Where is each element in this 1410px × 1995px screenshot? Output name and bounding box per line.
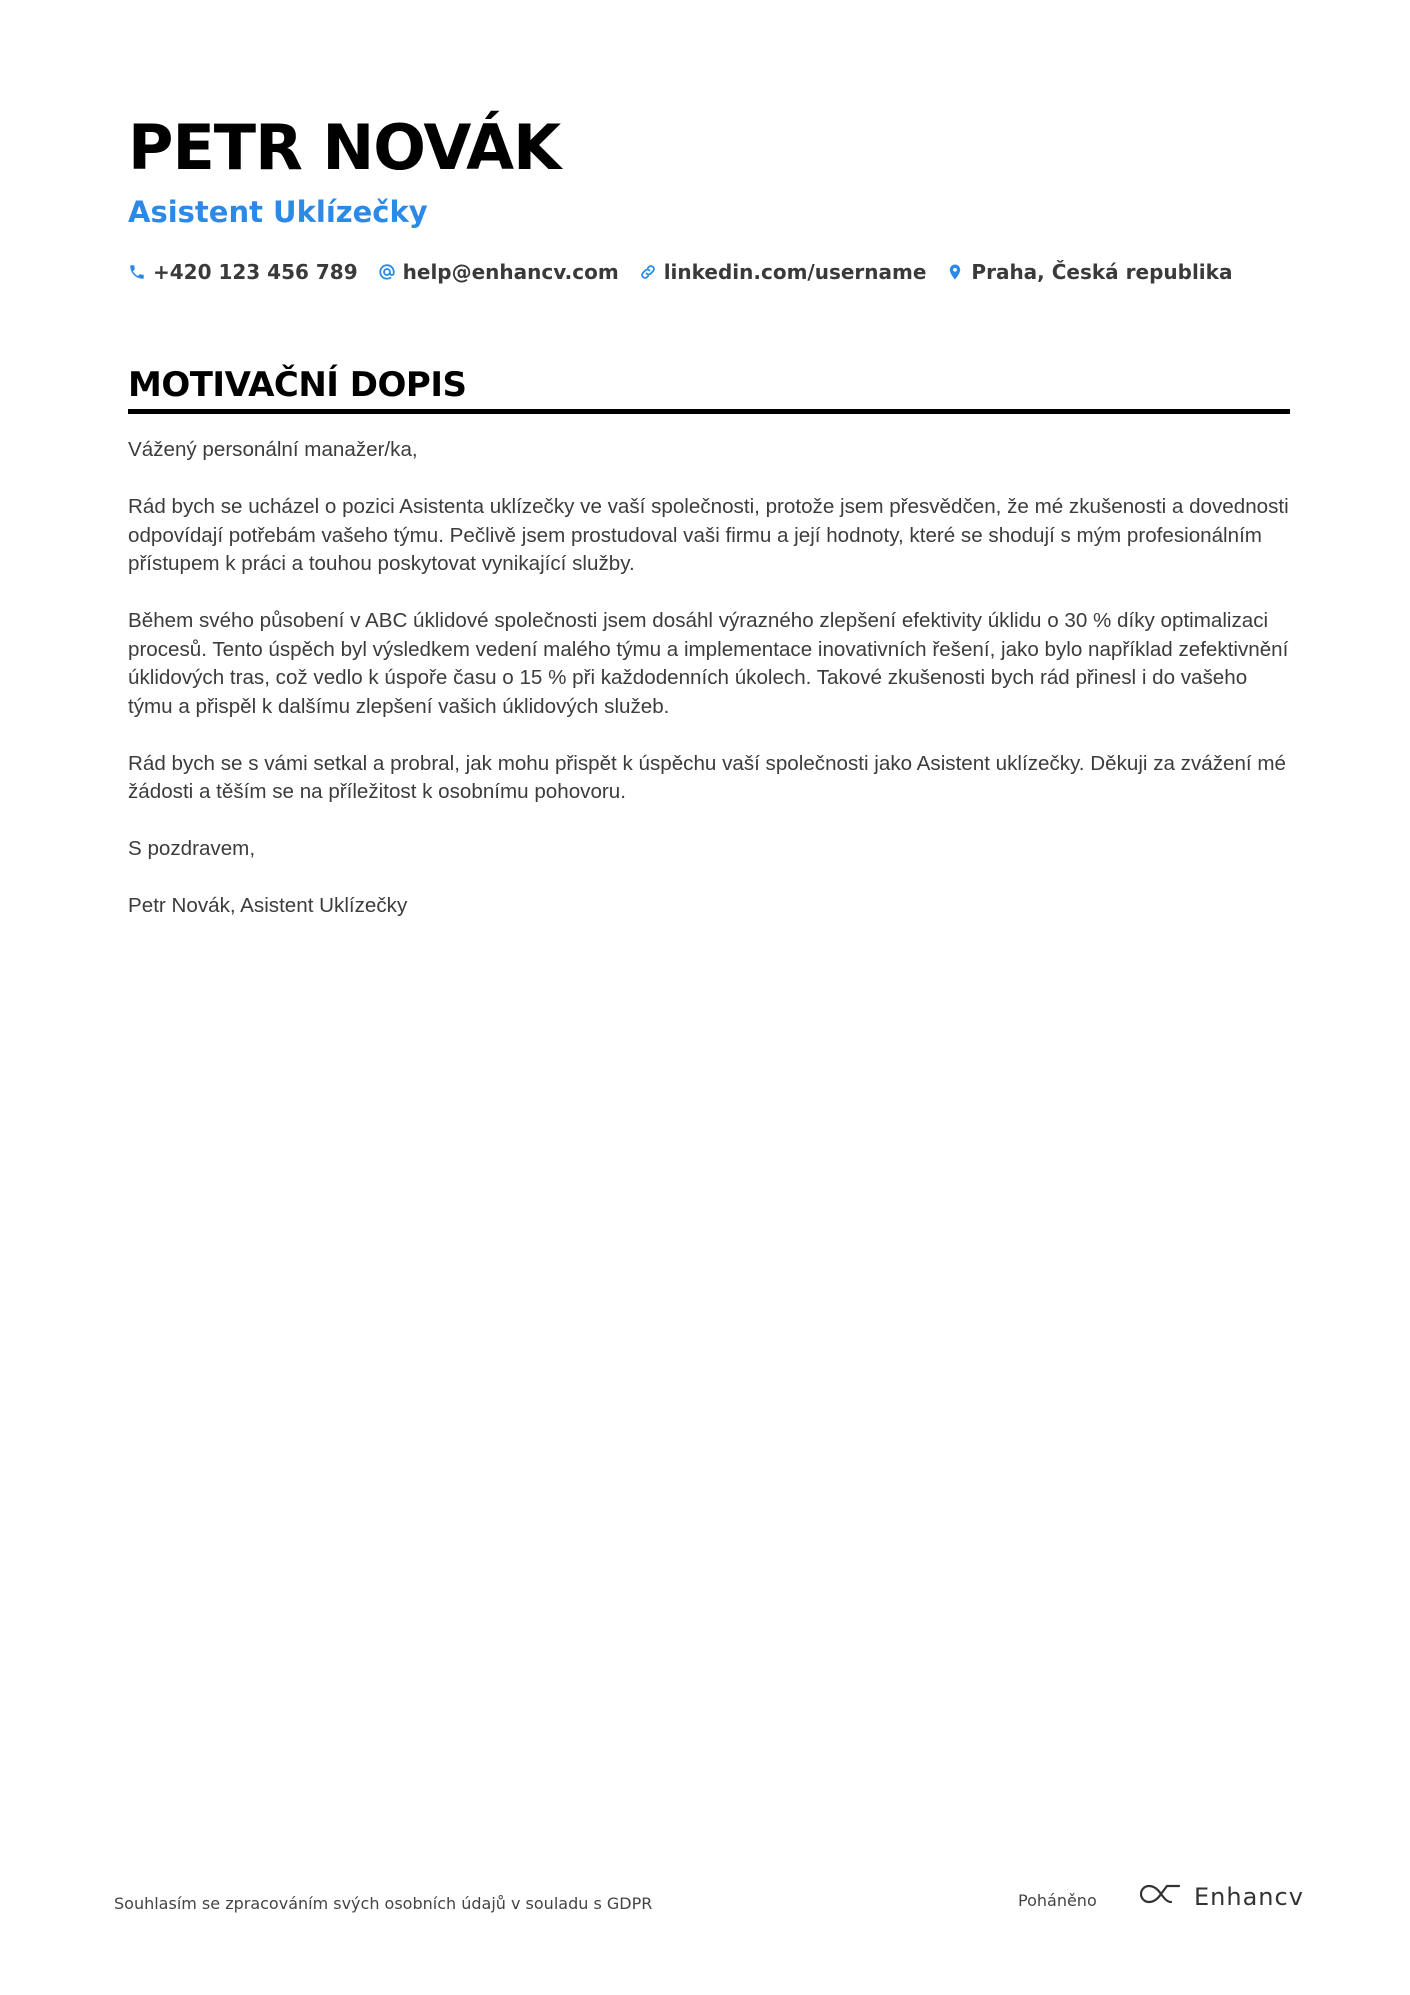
- cover-letter-section: [128, 362, 1290, 949]
- contact-email-text: help@enhancv.com: [402, 260, 619, 284]
- contact-phone[interactable]: [128, 260, 358, 284]
- section-divider: [128, 409, 1290, 414]
- letter-closing: S pozdravem,: [128, 837, 256, 860]
- brand-name: Enhancv: [1194, 1882, 1304, 1911]
- contact-linkedin[interactable]: [639, 260, 927, 284]
- contact-phone-text: +420 123 456 789: [153, 260, 358, 284]
- gdpr-consent: Souhlasím se zpracováním svých osobních údajů v souladu s GDPR: [114, 1894, 653, 1913]
- candidate-name: PETR NOVÁK: [128, 111, 561, 184]
- powered-by-label: Poháněno: [1018, 1891, 1097, 1910]
- letter-body: [128, 436, 1290, 921]
- contact-linkedin-text: linkedin.com/username: [663, 260, 927, 284]
- letter-greeting: Vážený personální manažer/ka,: [128, 438, 418, 461]
- at-icon: [378, 263, 396, 281]
- contact-email[interactable]: [378, 260, 619, 284]
- job-title: Asistent Uklízečky: [128, 195, 428, 229]
- contact-location-text: Praha, Česká republika: [971, 260, 1233, 284]
- location-pin-icon: [946, 263, 964, 281]
- letter-signature: Petr Novák, Asistent Uklízečky: [128, 894, 408, 917]
- letter-paragraph: Rád bych se s vámi setkal a probral, jak mohu přispět k úspěchu vaší společnosti jako Asistent uklízečky. Děkuji za zvážení mé žádosti a těším se na příležitost k osobnímu pohovoru.: [128, 751, 1286, 803]
- link-icon: [639, 263, 657, 281]
- enhancv-logo[interactable]: [1138, 1882, 1304, 1911]
- letter-paragraph: Rád bych se ucházel o pozici Asistenta uklízečky ve vaší společnosti, protože jsem přesvědčen, že mé zkušenosti a dovednosti odpovídají potřebám vašeho týmu. Pečlivě jsem prostudoval vaši firmu a její hodnoty, které se shodují s mým profesionálním přístupem k práci a touhou poskytovat vynikající služby.: [128, 495, 1289, 575]
- header: [128, 108, 1288, 284]
- infinity-logo-icon: [1138, 1882, 1184, 1911]
- phone-icon: [128, 263, 146, 281]
- contact-bar: [128, 260, 1288, 284]
- section-title: MOTIVAČNÍ DOPIS: [128, 365, 467, 405]
- letter-paragraph: Během svého působení v ABC úklidové společnosti jsem dosáhl výrazného zlepšení efektivity úklidu o 30 % díky optimalizaci procesů. Tento úspěch byl výsledkem vedení malého týmu a implementace inovativních řešení, jako bylo například zefektivnění úklidových tras, což vedlo k úspoře času o 15 % při každodenních úkolech. Takové zkušenosti bych rád přinesl i do vašeho týmu a přispěl k dalšímu zlepšení vašich úklidových služeb.: [128, 609, 1289, 718]
- contact-location: [946, 260, 1232, 284]
